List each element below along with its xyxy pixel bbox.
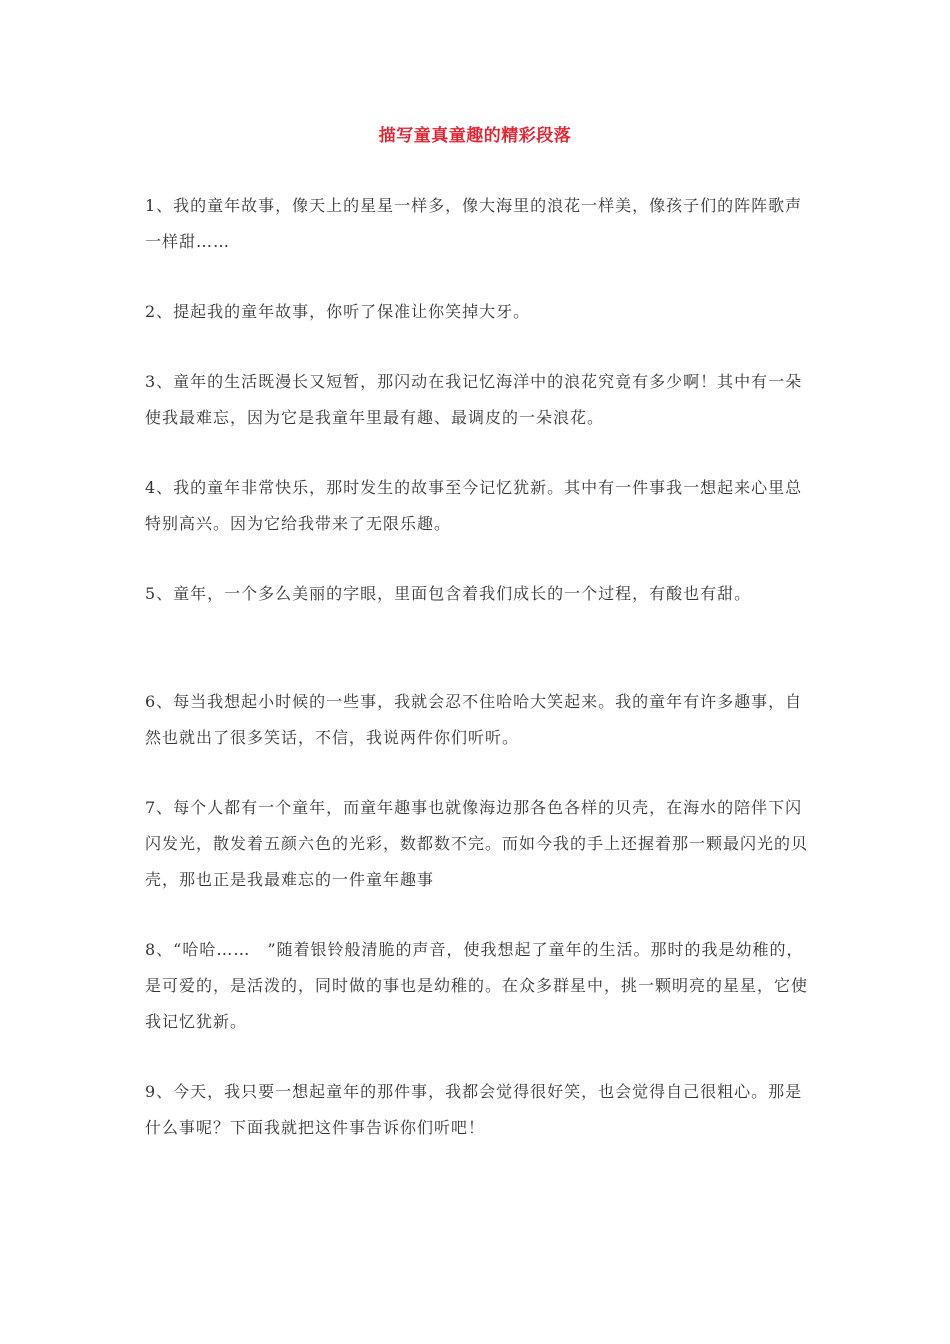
paragraph-9: 9、今天，我只要一想起童年的那件事，我都会觉得很好笑，也会觉得自己很粗心。那是什么事呢？下面我就把这件事告诉你们听吧！: [145, 1082, 803, 1137]
document-body: [145, 188, 810, 1180]
paragraph-4: 4、我的童年非常快乐，那时发生的故事至今记忆犹新。其中有一件事我一想起来心里总特别高兴。因为它给我带来了无限乐趣。: [145, 478, 803, 533]
document-title: 描写童真童趣的精彩段落: [378, 126, 572, 146]
paragraph-3: 3、童年的生活既漫长又短暂，那闪动在我记忆海洋中的浪花究竟有多少啊！其中有一朵使我最难忘，因为它是我童年里最有趣、最调皮的一朵浪花。: [145, 372, 803, 427]
paragraph-5: 5、童年，一个多么美丽的字眼，里面包含着我们成长的一个过程，有酸也有甜。: [145, 584, 752, 603]
paragraph-1: 1、我的童年故事，像天上的星星一样多，像大海里的浪花一样美，像孩子们的阵阵歌声一样甜……: [145, 196, 803, 251]
paragraph-6: 6、每当我想起小时候的一些事，我就会忍不住哈哈大笑起来。我的童年有许多趣事，自然也就出了很多笑话，不信，我说两件你们听听。: [145, 692, 803, 747]
paragraph-8: 8、“哈哈…… ”随着银铃般清脆的声音，使我想起了童年的生活。那时的我是幼稚的，是可爱的，是活泼的，同时做的事也是幼稚的。在众多群星中，挑一颗明亮的星星，它使我记忆犹新。: [145, 940, 809, 1031]
paragraph-2: 2、提起我的童年故事，你听了保准让你笑掉大牙。: [145, 302, 531, 321]
paragraph-7: 7、每个人都有一个童年，而童年趣事也就像海边那各色各样的贝壳，在海水的陪伴下闪闪发光，散发着五颜六色的光彩，数都数不完。而如今我的手上还握着那一颗最闪光的贝壳，那也正是我最难忘的一件童年趣事: [145, 798, 809, 889]
